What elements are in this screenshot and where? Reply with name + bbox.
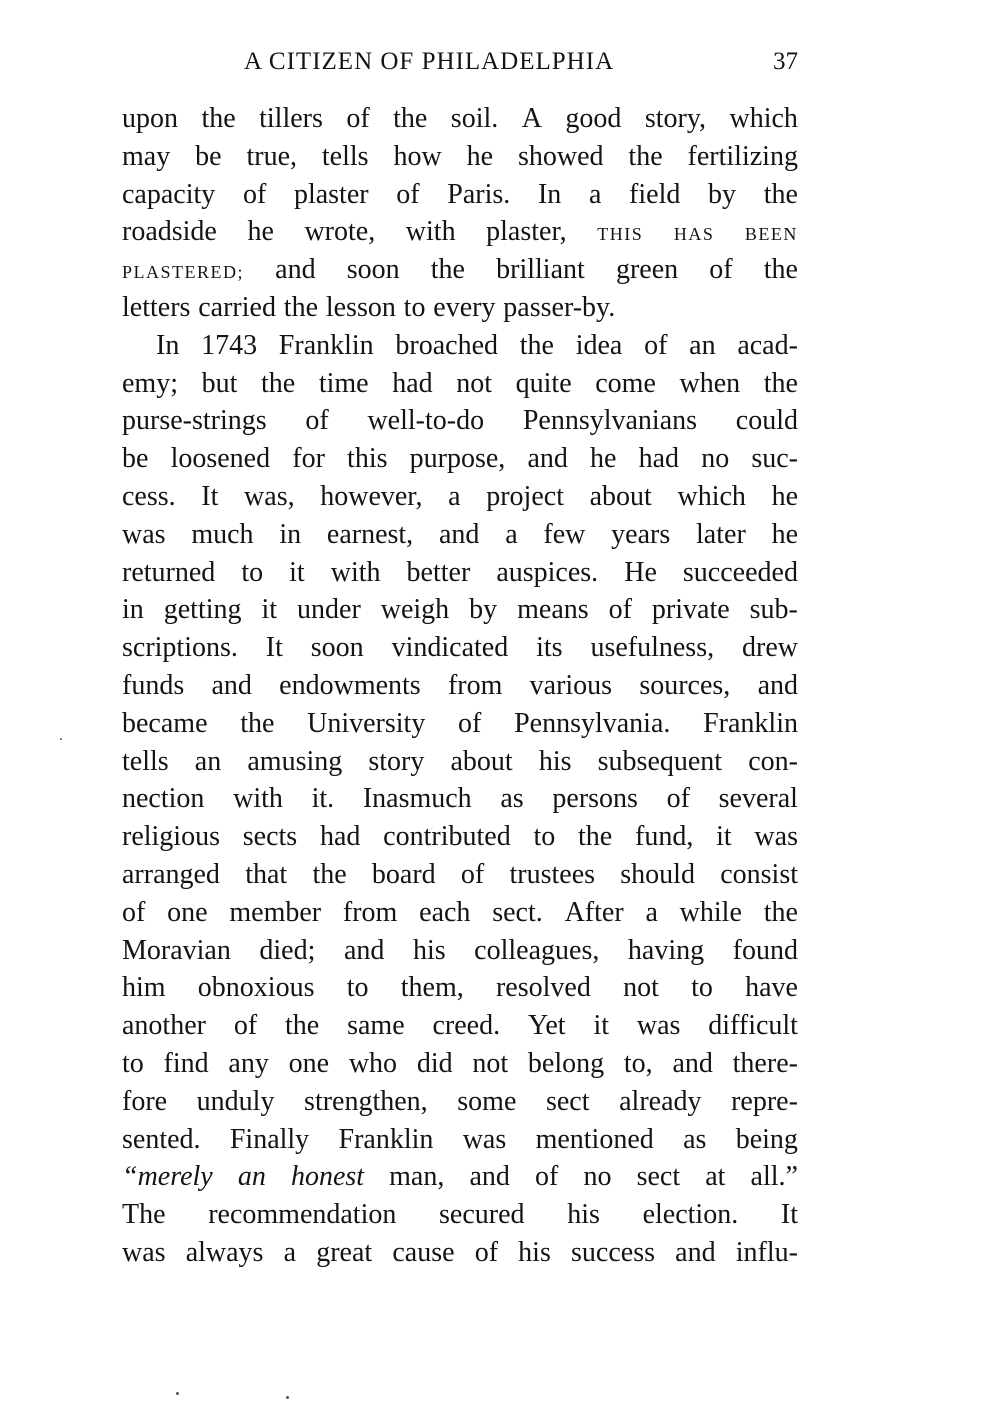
text-line bbox=[122, 969, 798, 1007]
word: not bbox=[456, 367, 493, 399]
word: BEEN bbox=[744, 224, 798, 245]
word: however, bbox=[320, 480, 423, 512]
word: he bbox=[466, 140, 494, 172]
word: roadside bbox=[122, 216, 217, 248]
word: with bbox=[405, 216, 456, 248]
text-line bbox=[122, 1007, 798, 1045]
word: scriptions. bbox=[122, 632, 238, 664]
word: of bbox=[460, 858, 485, 890]
word: come bbox=[595, 367, 656, 399]
word: colleagues, bbox=[474, 934, 600, 966]
text-line bbox=[122, 591, 798, 629]
text-line bbox=[122, 667, 798, 705]
word: recommendation bbox=[208, 1199, 397, 1231]
word: consist bbox=[720, 858, 798, 890]
word: green bbox=[615, 254, 679, 286]
word: who bbox=[348, 1047, 398, 1079]
word: purpose, bbox=[409, 443, 506, 475]
word: mentioned bbox=[535, 1123, 654, 1155]
word: the bbox=[628, 140, 663, 172]
word: an bbox=[194, 745, 222, 777]
word: trustees bbox=[509, 858, 596, 890]
word: the bbox=[285, 1010, 320, 1042]
word: was bbox=[122, 1236, 166, 1268]
word: the bbox=[519, 329, 554, 361]
word: was bbox=[754, 821, 798, 853]
text-line bbox=[122, 932, 798, 970]
text-line bbox=[122, 1121, 798, 1159]
word: a bbox=[283, 1236, 297, 1268]
word: private bbox=[651, 594, 730, 626]
word: same bbox=[347, 1010, 405, 1042]
word: any bbox=[228, 1047, 269, 1079]
text-line bbox=[122, 1234, 798, 1272]
word: Pennsylvania. bbox=[514, 707, 671, 739]
word: to bbox=[403, 291, 426, 323]
word: as bbox=[500, 783, 524, 815]
word: story, bbox=[644, 103, 707, 134]
word: there- bbox=[732, 1047, 798, 1079]
text-line bbox=[122, 365, 798, 403]
word: con- bbox=[748, 745, 798, 777]
word: time bbox=[318, 367, 369, 399]
word: of bbox=[122, 896, 146, 928]
stray-mark bbox=[176, 1392, 179, 1395]
word: soon bbox=[310, 632, 364, 664]
word: idea bbox=[575, 329, 623, 361]
running-title: A CITIZEN OF PHILADELPHIA bbox=[244, 48, 615, 75]
word: auspices. bbox=[496, 556, 599, 588]
word: unduly bbox=[196, 1085, 275, 1117]
word: honest bbox=[290, 1161, 365, 1193]
word: religious bbox=[122, 821, 220, 853]
word: the bbox=[240, 707, 275, 739]
word: was bbox=[122, 518, 166, 550]
word: showed bbox=[517, 140, 604, 172]
word: already bbox=[619, 1085, 702, 1117]
word: be bbox=[195, 140, 222, 172]
word: his bbox=[538, 745, 572, 777]
word: years bbox=[611, 518, 671, 550]
text-line bbox=[122, 138, 798, 176]
word: later bbox=[696, 518, 746, 550]
word: a bbox=[448, 480, 461, 512]
word: did bbox=[416, 1047, 453, 1079]
word: A bbox=[521, 103, 542, 134]
text-line bbox=[122, 289, 798, 327]
word: his bbox=[567, 1199, 600, 1231]
word: brilliant bbox=[496, 254, 585, 286]
word: and bbox=[675, 1236, 716, 1268]
word: arranged bbox=[122, 858, 220, 890]
word: broached bbox=[395, 329, 499, 361]
word: It bbox=[201, 480, 219, 512]
word: well-to-do bbox=[367, 405, 485, 437]
word: nection bbox=[122, 783, 205, 815]
word: in bbox=[279, 518, 302, 550]
word: the bbox=[283, 291, 319, 323]
word: he bbox=[771, 480, 798, 512]
word: various bbox=[529, 669, 613, 701]
word: with bbox=[233, 783, 283, 815]
word: letters bbox=[122, 291, 191, 323]
word: be bbox=[122, 443, 149, 475]
word: all.” bbox=[750, 1161, 798, 1193]
word: of bbox=[709, 254, 733, 286]
word: field bbox=[629, 178, 681, 210]
word: good bbox=[565, 103, 622, 134]
word: of bbox=[535, 1161, 559, 1193]
word: difficult bbox=[708, 1010, 798, 1042]
text-line bbox=[122, 705, 798, 743]
word: to bbox=[533, 821, 556, 853]
word: of bbox=[305, 405, 329, 437]
word: of bbox=[644, 329, 668, 361]
word: weigh bbox=[380, 594, 450, 626]
text-line bbox=[122, 327, 798, 365]
word: contributed bbox=[383, 821, 511, 853]
text-line bbox=[122, 440, 798, 478]
word: several bbox=[718, 783, 798, 815]
word: The bbox=[122, 1199, 166, 1231]
word: and bbox=[438, 518, 480, 550]
word: University bbox=[307, 707, 426, 739]
word: creed. bbox=[432, 1010, 501, 1042]
word: was bbox=[636, 1010, 681, 1042]
word: of bbox=[396, 178, 420, 210]
word: resolved bbox=[495, 972, 591, 1004]
word: upon bbox=[122, 103, 178, 134]
word: It bbox=[780, 1199, 798, 1231]
text-line bbox=[122, 1045, 798, 1083]
word: influ- bbox=[735, 1236, 798, 1268]
body-text bbox=[122, 100, 798, 1272]
word: of bbox=[242, 178, 267, 210]
word: the bbox=[393, 103, 428, 134]
word: better bbox=[406, 556, 471, 588]
word: acad- bbox=[737, 329, 798, 361]
word: suc- bbox=[751, 443, 798, 475]
text-line bbox=[122, 213, 798, 251]
word: member bbox=[229, 896, 322, 928]
word: sects bbox=[242, 821, 298, 853]
word: to bbox=[241, 556, 264, 588]
word: each bbox=[419, 896, 471, 928]
word: tillers bbox=[259, 103, 323, 134]
word: vindicated bbox=[391, 632, 509, 664]
word: not bbox=[623, 972, 659, 1004]
word: purse-strings bbox=[122, 405, 267, 437]
word: but bbox=[201, 367, 238, 399]
word: by bbox=[708, 178, 737, 210]
word: his bbox=[412, 934, 446, 966]
word: election. bbox=[642, 1199, 739, 1231]
word: his bbox=[518, 1236, 551, 1268]
word: an bbox=[689, 329, 716, 361]
word: in bbox=[122, 594, 144, 626]
word: every bbox=[433, 291, 496, 323]
word: cause bbox=[392, 1236, 455, 1268]
word: of bbox=[233, 1010, 258, 1042]
word: great bbox=[316, 1236, 373, 1268]
text-line bbox=[122, 1083, 798, 1121]
word: always bbox=[185, 1236, 264, 1268]
word: found bbox=[732, 934, 798, 966]
word: He bbox=[624, 556, 657, 588]
word: from bbox=[342, 896, 398, 928]
word: much bbox=[191, 518, 254, 550]
word: the bbox=[763, 178, 798, 210]
word: the bbox=[201, 103, 236, 134]
word: to bbox=[691, 972, 713, 1004]
word: had bbox=[392, 367, 433, 399]
word: from bbox=[447, 669, 503, 701]
word: of bbox=[346, 103, 370, 134]
word: PLASTERED; bbox=[122, 262, 245, 283]
word: repre- bbox=[731, 1085, 798, 1117]
word: Yet bbox=[527, 1010, 566, 1042]
word: tells bbox=[122, 745, 169, 777]
word: Paris. bbox=[447, 178, 511, 210]
word: no bbox=[701, 443, 730, 475]
word: amusing bbox=[247, 745, 343, 777]
word: fertilizing bbox=[687, 140, 798, 172]
word: the bbox=[430, 254, 465, 286]
word: plaster, bbox=[486, 216, 567, 248]
word: belong bbox=[527, 1047, 605, 1079]
word: of bbox=[458, 707, 482, 739]
word: which bbox=[677, 480, 746, 512]
word: Inasmuch bbox=[362, 783, 472, 815]
word: he bbox=[590, 443, 617, 475]
text-line bbox=[122, 478, 798, 516]
word: It bbox=[265, 632, 283, 664]
word: Franklin bbox=[703, 707, 798, 739]
word: which bbox=[729, 103, 798, 134]
word: quite bbox=[515, 367, 572, 399]
word: the bbox=[261, 367, 296, 399]
word: had bbox=[319, 821, 361, 853]
word: should bbox=[620, 858, 695, 890]
word: it. bbox=[311, 783, 335, 815]
word: earnest, bbox=[326, 518, 414, 550]
word: a bbox=[505, 518, 518, 550]
word: sect. bbox=[492, 896, 543, 928]
word: one bbox=[288, 1047, 330, 1079]
word: man, bbox=[389, 1161, 445, 1193]
word: plaster bbox=[293, 178, 369, 210]
word: no bbox=[583, 1161, 612, 1193]
word: THIS bbox=[597, 224, 644, 245]
word: story bbox=[368, 745, 425, 777]
word: succeeded bbox=[682, 556, 798, 588]
text-line bbox=[122, 251, 798, 289]
word: about bbox=[450, 745, 513, 777]
word: wrote, bbox=[304, 216, 376, 248]
word: secured bbox=[439, 1199, 525, 1231]
stray-mark bbox=[286, 1396, 289, 1399]
word: find bbox=[163, 1047, 209, 1079]
word: Franklin bbox=[278, 329, 374, 361]
word: endowments bbox=[279, 669, 421, 701]
word: he bbox=[247, 216, 274, 248]
word: how bbox=[393, 140, 442, 172]
word: true, bbox=[246, 140, 297, 172]
word: passer-by. bbox=[503, 291, 616, 323]
word: Finally bbox=[229, 1123, 310, 1155]
word: may bbox=[122, 140, 171, 172]
word: sented. bbox=[122, 1123, 201, 1155]
word: In bbox=[156, 329, 180, 361]
word: 1743 bbox=[201, 329, 258, 361]
text-line bbox=[122, 176, 798, 214]
text-line bbox=[122, 100, 798, 138]
word: have bbox=[745, 972, 798, 1004]
word: Moravian bbox=[122, 934, 231, 966]
word: sub- bbox=[749, 594, 798, 626]
word: loosened bbox=[170, 443, 271, 475]
text-line bbox=[122, 516, 798, 554]
word: HAS bbox=[673, 224, 715, 245]
text-line bbox=[122, 780, 798, 818]
word: tells bbox=[321, 140, 369, 172]
word: few bbox=[543, 518, 586, 550]
word: an bbox=[237, 1161, 266, 1193]
word: and bbox=[275, 254, 316, 286]
text-line bbox=[122, 554, 798, 592]
text-line bbox=[122, 1196, 798, 1234]
word: about bbox=[589, 480, 652, 512]
word: and bbox=[211, 669, 252, 701]
text-line bbox=[122, 629, 798, 667]
word: obnoxious bbox=[197, 972, 315, 1004]
text-line bbox=[122, 894, 798, 932]
word: usefulness, bbox=[590, 632, 715, 664]
word: and bbox=[672, 1047, 713, 1079]
word: of bbox=[666, 783, 690, 815]
word: this bbox=[347, 443, 388, 475]
word: died; bbox=[259, 934, 316, 966]
word: he bbox=[771, 518, 798, 550]
word: lesson bbox=[325, 291, 396, 323]
word: sources, bbox=[639, 669, 731, 701]
word: getting bbox=[163, 594, 242, 626]
word: project bbox=[486, 480, 564, 512]
word: capacity bbox=[122, 178, 216, 210]
stray-mark bbox=[60, 738, 62, 740]
word: cess. bbox=[122, 480, 176, 512]
text-line bbox=[122, 402, 798, 440]
running-header bbox=[122, 44, 798, 84]
word: as bbox=[683, 1123, 707, 1155]
word: of bbox=[474, 1236, 499, 1268]
word: success bbox=[571, 1236, 655, 1268]
text-line bbox=[122, 818, 798, 856]
word: and bbox=[343, 934, 385, 966]
word: sect bbox=[636, 1161, 681, 1193]
word: and bbox=[469, 1161, 510, 1193]
word: under bbox=[297, 594, 361, 626]
word: him bbox=[122, 972, 166, 1004]
word: In bbox=[537, 178, 562, 210]
word: returned bbox=[122, 556, 216, 588]
word: its bbox=[536, 632, 563, 664]
word: funds bbox=[122, 669, 185, 701]
word: subsequent bbox=[597, 745, 723, 777]
word: at bbox=[705, 1161, 726, 1193]
word: being bbox=[735, 1123, 798, 1155]
word: it bbox=[289, 556, 305, 588]
word: carried bbox=[198, 291, 276, 323]
word: a bbox=[588, 178, 602, 210]
word: the bbox=[578, 821, 613, 853]
word: soon bbox=[346, 254, 400, 286]
word: Pennsylvanians bbox=[522, 405, 698, 437]
word: drew bbox=[742, 632, 798, 664]
word: it bbox=[716, 821, 732, 853]
text-line bbox=[122, 743, 798, 781]
word: it bbox=[593, 1010, 609, 1042]
word: them, bbox=[400, 972, 464, 1004]
word: that bbox=[245, 858, 288, 890]
word: another bbox=[122, 1010, 206, 1042]
word: to, bbox=[623, 1047, 653, 1079]
word: fund, bbox=[635, 821, 694, 853]
word: for bbox=[292, 443, 325, 475]
word: and bbox=[527, 443, 568, 475]
word: to bbox=[122, 1047, 144, 1079]
text-line bbox=[122, 1158, 798, 1196]
word: not bbox=[472, 1047, 509, 1079]
word: board bbox=[371, 858, 436, 890]
word: one bbox=[167, 896, 208, 928]
word: sect bbox=[545, 1085, 590, 1117]
word: emy; bbox=[122, 367, 178, 399]
word: with bbox=[330, 556, 381, 588]
word: became bbox=[122, 707, 208, 739]
word: could bbox=[735, 405, 798, 437]
word: it bbox=[261, 594, 278, 626]
word: having bbox=[627, 934, 705, 966]
word: some bbox=[457, 1085, 517, 1117]
word: to bbox=[346, 972, 369, 1004]
word: was, bbox=[244, 480, 295, 512]
word: of bbox=[608, 594, 632, 626]
page-number: 37 bbox=[773, 48, 798, 75]
word: the bbox=[312, 858, 347, 890]
word: the bbox=[763, 896, 798, 928]
word: and bbox=[757, 669, 798, 701]
word: persons bbox=[552, 783, 638, 815]
word: fore bbox=[122, 1085, 168, 1117]
word: Franklin bbox=[338, 1123, 434, 1155]
text-line bbox=[122, 856, 798, 894]
word: soil. bbox=[450, 103, 499, 134]
word: when bbox=[679, 367, 741, 399]
word: was bbox=[462, 1123, 507, 1155]
word: by bbox=[469, 594, 498, 626]
word: strengthen, bbox=[304, 1085, 428, 1117]
word: means bbox=[517, 594, 589, 626]
word: a bbox=[645, 896, 658, 928]
word: had bbox=[638, 443, 680, 475]
word: After bbox=[564, 896, 624, 928]
word: the bbox=[763, 254, 798, 286]
word: the bbox=[763, 367, 798, 399]
word: “merely bbox=[122, 1161, 213, 1193]
word: while bbox=[679, 896, 742, 928]
